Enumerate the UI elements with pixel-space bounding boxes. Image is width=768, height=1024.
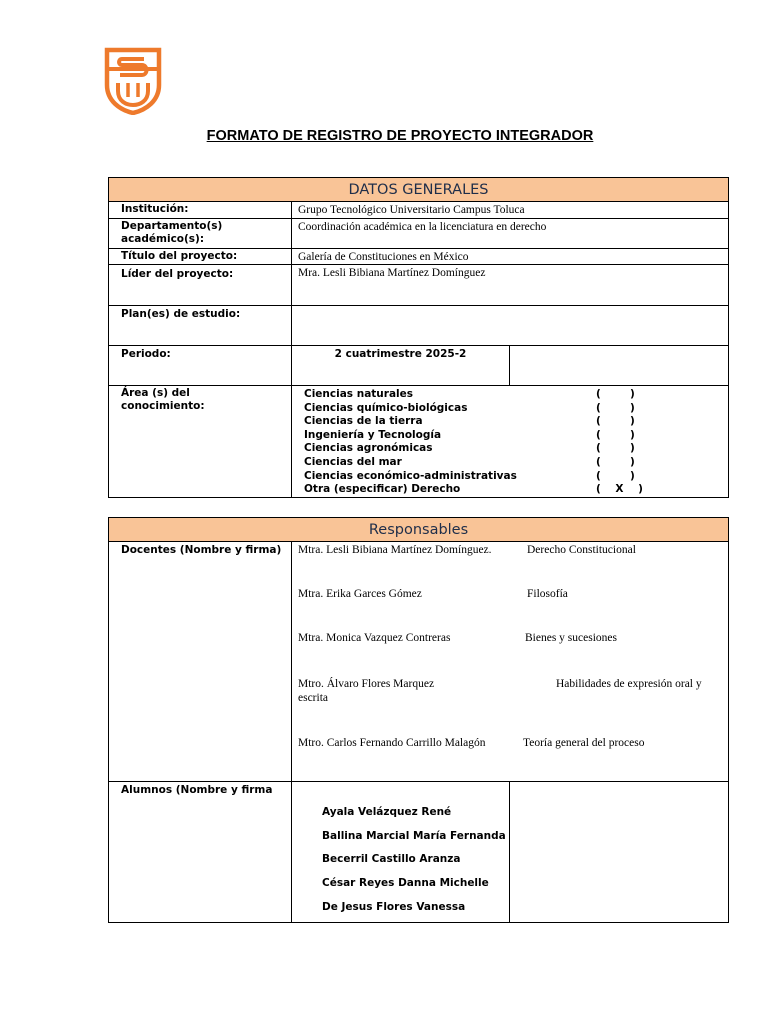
docente-subject: Filosofía [527, 588, 568, 600]
area-name: Ciencias de la tierra [304, 415, 423, 428]
docente-subject: Habilidades de expresión oral y [556, 678, 702, 690]
area-row [304, 415, 728, 429]
datos-generales-header: DATOS GENERALES [109, 178, 729, 202]
datos-generales-table [108, 177, 729, 498]
area-checkbox[interactable]: ( ) [596, 401, 635, 414]
area-name: Otra (especificar) Derecho [304, 483, 461, 496]
docente-name: Mtro. Álvaro Flores Marquez [298, 678, 435, 690]
area-row [304, 402, 728, 416]
alumno-name: De Jesus Flores Vanessa [322, 901, 466, 913]
area-row [304, 388, 728, 402]
periodo-label: Periodo: [109, 346, 292, 386]
area-checkbox[interactable]: ( X ) [596, 483, 643, 496]
alumnos-list [292, 782, 510, 923]
periodo-extra [510, 346, 729, 386]
responsables-table [108, 517, 729, 923]
docentes-label: Docentes (Nombre y firma) [109, 542, 292, 782]
lider-label: Líder del proyecto: [109, 265, 292, 306]
titulo-label: Título del proyecto: [109, 249, 292, 265]
responsables-header: Responsables [109, 518, 729, 542]
area-name: Ciencias agronómicas [304, 442, 433, 455]
area-row [304, 483, 728, 497]
document-title: FORMATO DE REGISTRO DE PROYECTO INTEGRADOR [206, 128, 594, 144]
alumno-name: Becerril Castillo Aranza [322, 853, 461, 865]
area-label [109, 386, 292, 498]
alumnos-label: Alumnos (Nombre y firma [109, 782, 292, 923]
area-label-line2: conocimiento: [121, 400, 205, 412]
area-name: Ingeniería y Tecnología [304, 428, 442, 441]
area-name: Ciencias naturales [304, 388, 414, 400]
area-checkbox[interactable]: ( ) [596, 428, 635, 441]
area-row [304, 442, 728, 456]
departamento-label-line1: Departamento(s) [121, 220, 223, 232]
docente-subject: Derecho Constitucional [527, 544, 636, 556]
docente-name: Mtra. Erika Garces Gómez [298, 588, 422, 600]
areas-list [292, 386, 729, 498]
docente-subject: Bienes y sucesiones [525, 632, 617, 644]
area-checkbox[interactable]: ( ) [596, 388, 635, 400]
docente-name: Mtro. Carlos Fernando Carrillo Malagón [298, 737, 486, 749]
area-checkbox[interactable]: ( ) [596, 442, 635, 455]
area-name: Ciencias económico-administrativas [304, 469, 517, 482]
area-row [304, 429, 728, 443]
docente-subject-continuation: escrita [298, 692, 329, 704]
periodo-value: 2 cuatrimestre 2025-2 [292, 346, 510, 386]
area-checkbox[interactable]: ( ) [596, 455, 635, 468]
departamento-label [109, 219, 292, 249]
university-logo [104, 47, 162, 115]
planes-label: Plan(es) de estudio: [109, 306, 292, 346]
alumno-name: Ayala Velázquez René [322, 806, 452, 818]
institucion-value: Grupo Tecnológico Universitario Campus Toluca [292, 202, 729, 219]
area-label-line1: Área (s) del [121, 387, 190, 399]
docente-subject: Teoría general del proceso [523, 737, 645, 749]
lider-value: Mra. Lesli Bibiana Martínez Domínguez [292, 265, 729, 306]
area-row [304, 456, 728, 470]
alumno-name: César Reyes Danna Michelle [322, 877, 489, 889]
area-row [304, 470, 728, 484]
area-checkbox[interactable]: ( ) [596, 469, 635, 482]
departamento-label-line2: académico(s): [121, 233, 205, 245]
area-checkbox[interactable]: ( ) [596, 415, 635, 428]
docentes-list [292, 542, 729, 782]
docente-name: Mtra. Lesli Bibiana Martínez Domínguez. [298, 544, 492, 556]
docente-name: Mtra. Monica Vazquez Contreras [298, 632, 451, 644]
area-name: Ciencias químico-biológicas [304, 401, 468, 414]
titulo-value: Galería de Constituciones en México [292, 249, 729, 265]
institucion-label: Institución: [109, 202, 292, 219]
area-name: Ciencias del mar [304, 455, 402, 468]
alumnos-signature-cell [510, 782, 729, 923]
planes-value [292, 306, 729, 346]
departamento-value: Coordinación académica en la licenciatura en derecho [292, 219, 729, 249]
alumno-name: Ballina Marcial María Fernanda [322, 830, 506, 842]
